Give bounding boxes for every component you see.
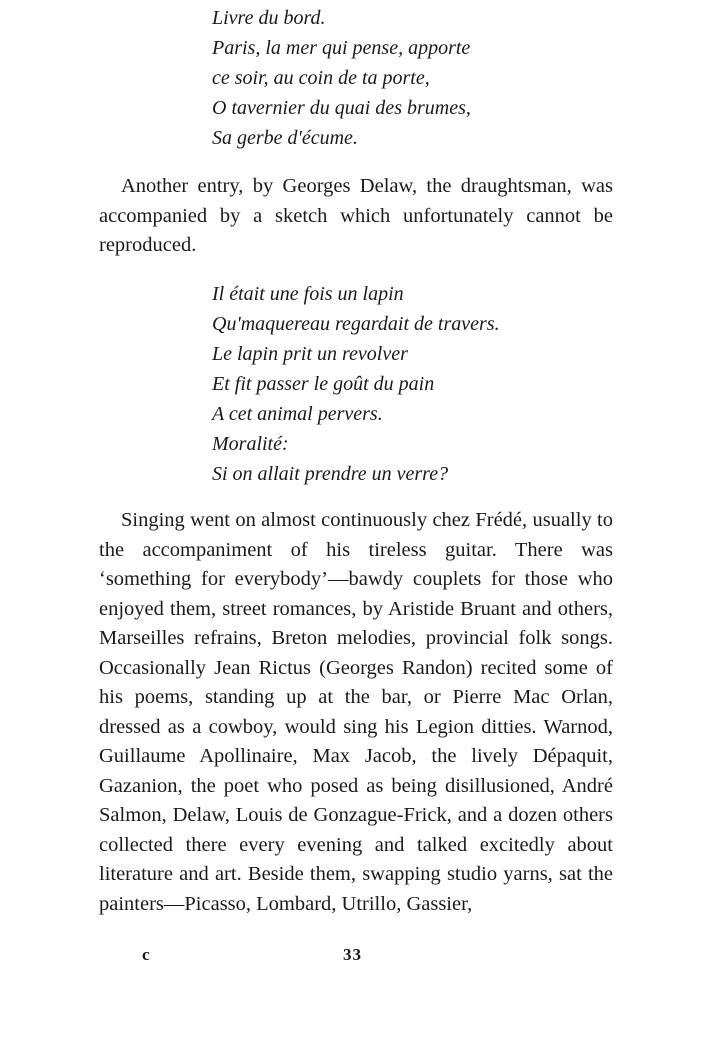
verse-line: Qu'maquereau regardait de travers. (212, 313, 500, 335)
verse-line: ce soir, au coin de ta porte, (212, 67, 430, 89)
verse-top (212, 3, 471, 153)
verse-line: Et fit passer le goût du pain (212, 373, 435, 395)
verse-middle (212, 279, 500, 489)
verse-line: Livre du bord. (212, 7, 326, 29)
verse-line: Moralité: (212, 433, 289, 455)
verse-line: Si on allait prendre un verre? (212, 463, 449, 485)
verse-line: Il était une fois un lapin (212, 283, 404, 305)
verse-line: A cet animal pervers. (212, 403, 383, 425)
verse-line: O tavernier du quai des brumes, (212, 97, 471, 119)
page-number: 33 (343, 945, 362, 964)
verse-line: Sa gerbe d'écume. (212, 127, 358, 149)
verse-line: Paris, la mer qui pense, apporte (212, 37, 471, 59)
paragraph-singing: Singing went on almost continuously chez Frédé, usually to the accompaniment of his tireless guitar. There was ‘something for everybody’—bawdy couplets for those who enjoyed them, street romances, by Aristide Bruant and others, Marseilles refrains, Breton melodies, provincial folk songs. Occasionally Jean Rictus (Georges Randon) recited some of his poems, standing up at the bar, or Pierre Mac Orlan, dressed as a cowboy, would sing his Legion ditties. Warnod, Guillaume Apollinaire, Max Jacob, the lively Dépaquit, Gazanion, the poet who posed as being disillusioned, André Salmon, Delaw, Louis de Gonzague-Frick, and a dozen others collected there every evening and talked excitedly about literature and art. Beside them, swapping studio yarns, sat the painters—Picasso, Lombard, Utrillo, Gassier, (99, 509, 613, 915)
verse-line: Le lapin prit un revolver (212, 343, 408, 365)
signature-mark: c (142, 945, 150, 964)
paragraph-delaw-entry: Another entry, by Georges Delaw, the draughtsman, was accompanied by a sketch which unfortunately cannot be reproduced. (99, 175, 613, 256)
